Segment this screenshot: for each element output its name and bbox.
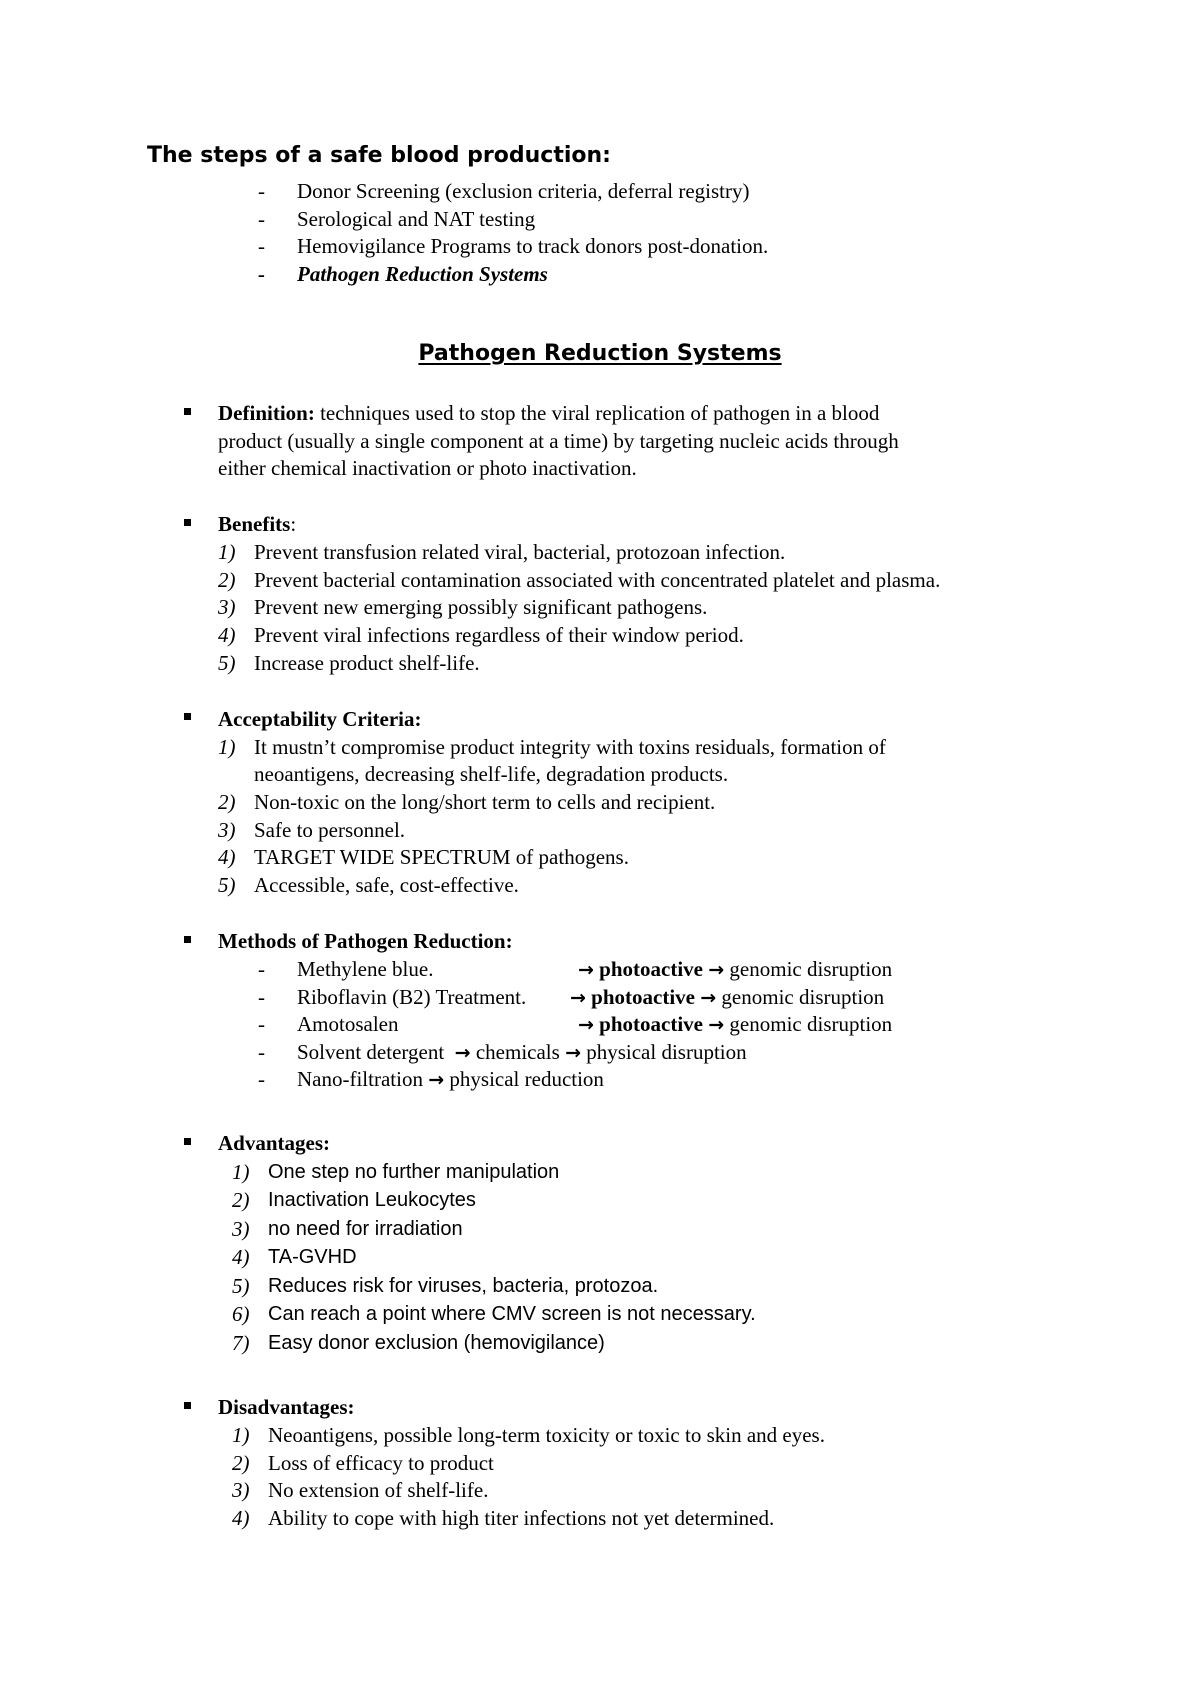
criteria-item: Non-toxic on the long/short term to cells and recipient.	[254, 790, 716, 814]
arrow-right-icon: →	[708, 959, 725, 981]
bullet-icon	[184, 936, 191, 943]
advantage-item: One step no further manipulation	[268, 1161, 560, 1183]
disadvantages-heading: Disadvantages:	[218, 1395, 355, 1419]
list-number: 4)	[218, 845, 236, 869]
list-number: 5)	[232, 1274, 250, 1298]
criteria-item: TARGET WIDE SPECTRUM of pathogens.	[254, 845, 629, 869]
list-number: 4)	[232, 1245, 250, 1269]
disadvantage-item: No extension of shelf-life.	[268, 1478, 489, 1502]
method-effect: → photoactive → genomic disruption	[570, 985, 885, 1009]
advantage-item: Can reach a point where CMV screen is not necessary.	[268, 1303, 756, 1325]
dash-marker: -	[258, 1067, 265, 1091]
dash-marker: -	[258, 985, 265, 1009]
list-number: 5)	[218, 651, 236, 675]
definition-line: either chemical inactivation or photo inactivation.	[218, 456, 637, 480]
bullet-icon	[184, 1138, 191, 1145]
arrow-right-icon: →	[578, 1014, 594, 1036]
arrow-right-icon: →	[565, 1042, 581, 1064]
criteria-heading: Acceptability Criteria:	[218, 707, 422, 731]
arrow-right-icon: →	[700, 987, 717, 1009]
disadvantage-item: Ability to cope with high titer infections not yet determined.	[268, 1506, 775, 1530]
disadvantage-item: Loss of efficacy to product	[268, 1451, 494, 1475]
arrow-right-icon: →	[708, 1014, 725, 1036]
benefit-item: Increase product shelf-life.	[254, 651, 480, 675]
benefits-heading: Benefits:	[218, 512, 297, 536]
method-name: Amotosalen	[297, 1012, 399, 1036]
section-title: Pathogen Reduction Systems	[418, 341, 782, 366]
definition-label: Definition:	[218, 401, 315, 425]
dash-marker: -	[258, 262, 265, 286]
advantage-item: Inactivation Leukocytes	[268, 1189, 476, 1211]
method-name: Methylene blue.	[297, 957, 434, 981]
method-name: Riboflavin (B2) Treatment.	[297, 985, 527, 1009]
disadvantage-item: Neoantigens, possible long-term toxicity or toxic to skin and eyes.	[268, 1423, 825, 1447]
bullet-icon	[184, 713, 191, 720]
method-row: Nano-filtration → physical reduction	[297, 1067, 604, 1091]
advantages-heading: Advantages:	[218, 1131, 331, 1155]
advantage-item: TA-GVHD	[268, 1246, 357, 1268]
criteria-item: It mustn’t compromise product integrity with toxins residuals, formation of	[254, 735, 886, 759]
intro-title: The steps of a safe blood production:	[147, 143, 611, 168]
dash-marker: -	[258, 957, 265, 981]
method-effect: → photoactive → genomic disruption	[578, 1012, 893, 1036]
list-number: 7)	[232, 1331, 250, 1355]
dash-marker: -	[258, 207, 265, 231]
list-number: 3)	[232, 1478, 250, 1502]
list-number: 4)	[232, 1506, 250, 1530]
method-name: Nano-filtration	[297, 1067, 423, 1091]
advantage-item: Easy donor exclusion (hemovigilance)	[268, 1332, 605, 1354]
criteria-item: Accessible, safe, cost-effective.	[254, 873, 519, 897]
arrow-right-icon: →	[454, 1042, 471, 1064]
list-number: 2)	[218, 568, 236, 592]
list-number: 3)	[232, 1217, 250, 1241]
method-effect: → photoactive → genomic disruption	[578, 957, 893, 981]
method-name: Solvent detergent	[297, 1040, 445, 1064]
arrow-right-icon: →	[578, 959, 594, 981]
bullet-icon	[184, 1402, 191, 1409]
benefit-item: Prevent transfusion related viral, bacterial, protozoan infection.	[254, 540, 786, 564]
list-number: 2)	[218, 790, 236, 814]
benefit-item: Prevent new emerging possibly significant pathogens.	[254, 595, 708, 619]
bullet-icon	[184, 519, 191, 526]
list-number: 3)	[218, 818, 236, 842]
list-number: 2)	[232, 1451, 250, 1475]
intro-step: Hemovigilance Programs to track donors post-donation.	[297, 234, 769, 258]
list-number: 1)	[218, 735, 236, 759]
intro-step: Donor Screening (exclusion criteria, deferral registry)	[297, 179, 750, 203]
advantage-item: Reduces risk for viruses, bacteria, protozoa.	[268, 1275, 659, 1297]
intro-step: Serological and NAT testing	[297, 207, 536, 231]
criteria-item: neoantigens, decreasing shelf-life, degradation products.	[254, 762, 729, 786]
bullet-icon	[184, 408, 191, 415]
method-row: Solvent detergent → chemicals → physical disruption	[297, 1040, 747, 1064]
list-number: 6)	[232, 1302, 250, 1326]
arrow-right-icon: →	[570, 987, 586, 1009]
dash-marker: -	[258, 179, 265, 203]
benefit-item: Prevent bacterial contamination associated with concentrated platelet and plasma.	[254, 568, 941, 592]
dash-marker: -	[258, 1012, 265, 1036]
list-number: 5)	[218, 873, 236, 897]
list-number: 1)	[218, 540, 236, 564]
intro-step: Pathogen Reduction Systems	[297, 262, 548, 286]
criteria-item: Safe to personnel.	[254, 818, 406, 842]
definition-line: Definition: techniques used to stop the viral replication of pathogen in a blood	[218, 401, 880, 425]
list-number: 2)	[232, 1188, 250, 1212]
list-number: 4)	[218, 623, 236, 647]
list-number: 3)	[218, 595, 236, 619]
dash-marker: -	[258, 234, 265, 258]
list-number: 1)	[232, 1423, 250, 1447]
methods-heading: Methods of Pathogen Reduction:	[218, 929, 513, 953]
definition-line: product (usually a single component at a time) by targeting nucleic acids through	[218, 429, 899, 453]
benefit-item: Prevent viral infections regardless of their window period.	[254, 623, 744, 647]
list-number: 1)	[232, 1160, 250, 1184]
advantage-item: no need for irradiation	[268, 1218, 463, 1240]
dash-marker: -	[258, 1040, 265, 1064]
arrow-right-icon: →	[428, 1069, 445, 1091]
